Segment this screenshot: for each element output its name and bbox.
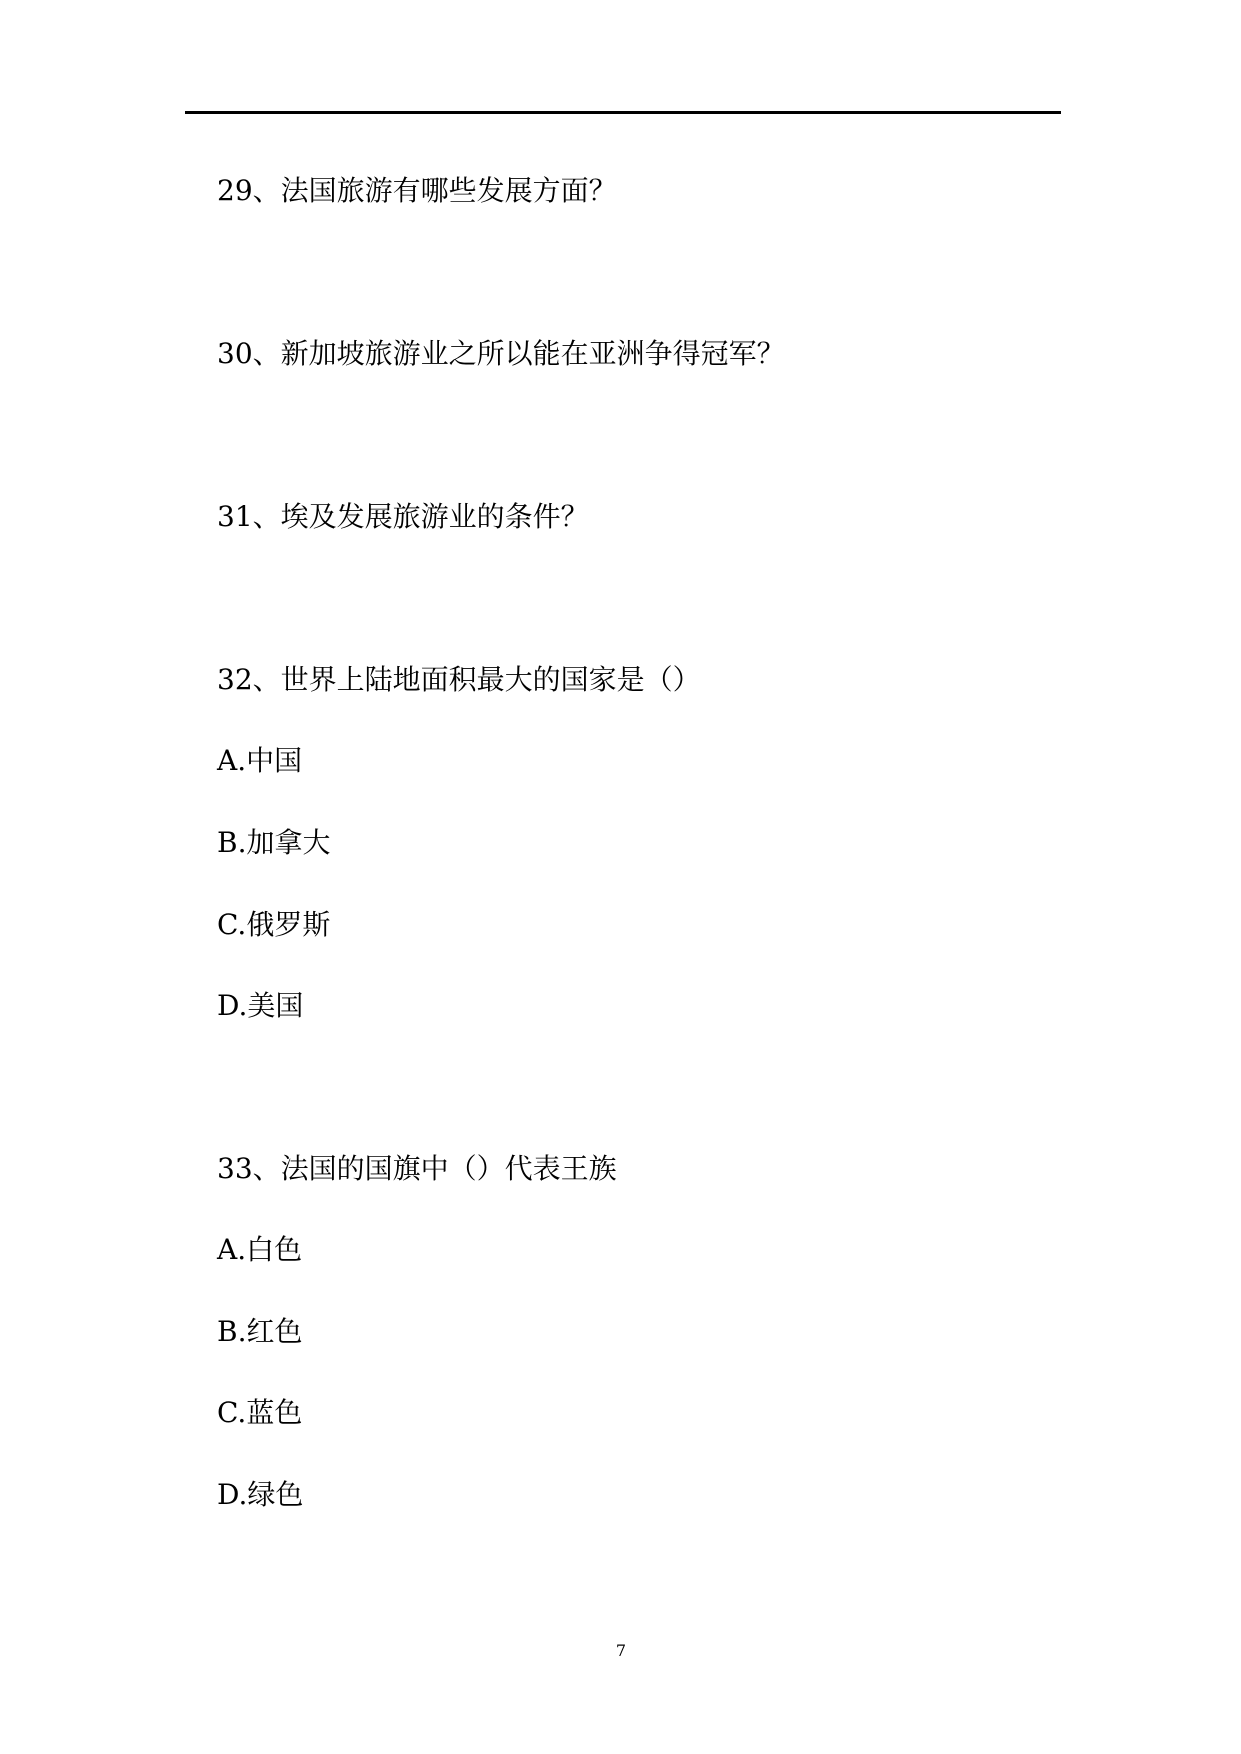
question-32: 32、世界上陆地面积最大的国家是（） [217,663,701,696]
question-30: 30、新加坡旅游业之所以能在亚洲争得冠军？ [217,337,785,370]
question-33: 33、法国的国旗中（）代表王族 [217,1152,617,1185]
header-rule [185,111,1061,114]
question-29: 29、法国旅游有哪些发展方面？ [217,174,617,207]
page-number: 7 [615,1641,627,1660]
question-32-option-a: A.中国 [217,744,303,777]
question-32-option-b: B.加拿大 [217,826,331,859]
question-33-option-c: C.蓝色 [217,1396,303,1429]
question-32-option-d: D.美国 [217,989,304,1022]
question-32-option-c: C.俄罗斯 [217,908,331,941]
question-33-option-a: A.白色 [217,1233,303,1266]
question-33-option-b: B.红色 [217,1315,303,1348]
question-33-option-d: D.绿色 [217,1478,304,1511]
question-31: 31、埃及发展旅游业的条件？ [217,500,589,533]
